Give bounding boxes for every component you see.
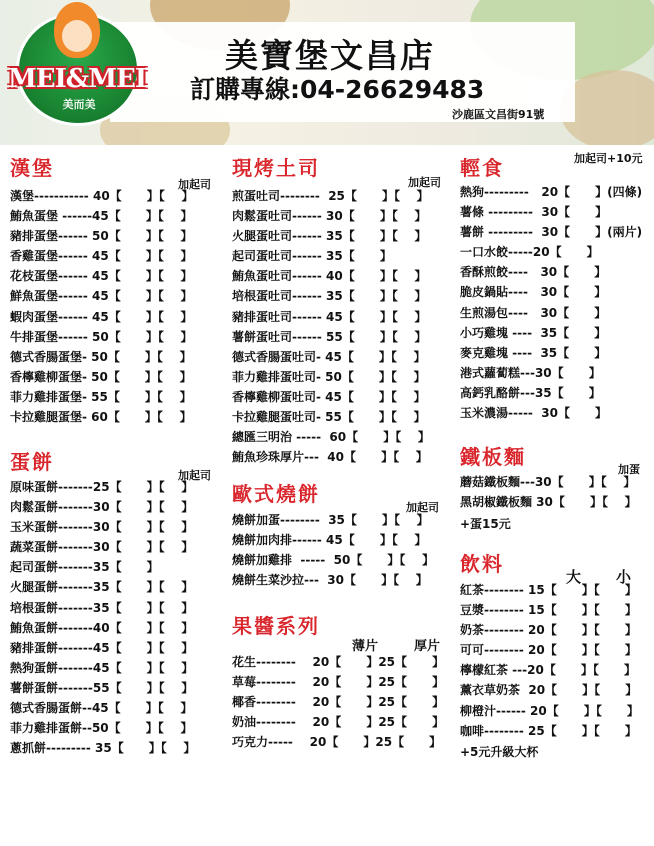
menu-item: 培根蛋吐司------ 35【 】【 】: [232, 289, 427, 304]
menu-item: 豆漿-------- 15【 】【 】: [460, 603, 637, 618]
menu-item: 薰衣草奶茶 20【 】【 】: [460, 683, 638, 698]
logo-subtext: 美而美: [62, 98, 96, 111]
menu-item: 總匯三明治 ----- 60【 】【 】: [232, 430, 430, 445]
section-title-euro-biscuit: 歐式燒餅: [232, 482, 320, 506]
menu-item: 卡拉雞腿蛋堡- 60【 】【 】: [10, 410, 192, 425]
euro-addon-label: 加起司: [406, 501, 439, 514]
menu-item: 豬排蛋吐司------ 45【 】【 】: [232, 309, 427, 324]
menu-item: 蔥抓餅--------- 35【 】【 】: [10, 741, 196, 756]
menu-item: 黑胡椒鐵板麵 30【 】【 】: [460, 495, 637, 510]
menu-item: 鮪魚蛋餅-------40【 】【 】: [10, 620, 194, 635]
drinks-large-header: 大: [566, 568, 582, 586]
jam-thin-header: 薄片: [352, 639, 379, 654]
toast-list: [232, 186, 430, 467]
menu-item: 菲力雞排蛋餅--50【 】【 】: [10, 721, 193, 736]
jam-list: [232, 652, 444, 752]
menu-item: 熱狗--------- 20【 】(四條): [460, 185, 643, 199]
noodle-addon-label: 加蛋: [618, 463, 640, 476]
brand-logo: [2, 2, 152, 122]
egg-pancake-addon-label: 加起司: [178, 469, 211, 482]
menu-item: 德式香腸蛋堡- 50【 】【 】: [10, 349, 192, 364]
menu-item: 奶茶-------- 20【 】【 】: [460, 623, 637, 638]
menu-item: 蝦肉蛋堡------ 45【 】【 】: [10, 309, 193, 324]
menu-item: 德式香腸蛋餅--45【 】【 】: [10, 701, 193, 716]
menu-item: 花生-------- 20【 】25【 】: [232, 655, 445, 669]
burger-addon-label: 加起司: [178, 178, 211, 191]
menu-item: 香檸雞柳蛋堡- 50【 】【 】: [10, 369, 192, 384]
order-phone: 訂購專線:04-26629483: [190, 75, 485, 104]
menu-item: 薯餅蛋吐司------ 55【 】【 】: [232, 329, 427, 344]
menu-item: 鮮魚蛋堡------ 45【 】【 】: [10, 289, 193, 304]
snack-list: [460, 182, 642, 423]
menu-item: 脆皮鍋貼---- 30【 】: [460, 285, 607, 300]
menu-item: 玉米蛋餅-------30【 】【 】: [10, 520, 194, 535]
menu-item: 香雞蛋堡------ 45【 】【 】: [10, 249, 193, 264]
menu-item: 香檸雞柳蛋吐司- 45【 】【 】: [232, 389, 426, 404]
menu-item: 燒餅加蛋-------- 35【 】【 】: [232, 513, 429, 527]
menu-item: 豬排蛋餅-------45【 】【 】: [10, 640, 194, 655]
menu-item: 起司蛋吐司------ 35【 】: [232, 249, 392, 264]
drinks-list: [460, 580, 639, 741]
drinks-small-header: 小: [616, 568, 632, 586]
menu-item: 卡拉雞腿蛋吐司- 55【 】【 】: [232, 410, 426, 425]
menu-item: 起司蛋餅-------35【 】: [10, 560, 159, 575]
jam-thick-header: 厚片: [414, 639, 441, 654]
store-name: 美寶堡文昌店: [225, 36, 435, 75]
menu-item: 檸檬紅茶 ---20【 】【 】: [460, 663, 636, 678]
menu-item: 可可-------- 20【 】【 】: [460, 643, 637, 658]
menu-item: 一口水餃-----20【 】: [460, 245, 599, 260]
menu-item: 豬排蛋堡------ 50【 】【 】: [10, 229, 193, 244]
menu-item: 菲力雞排蛋堡- 55【 】【 】: [10, 389, 192, 404]
menu-item: 生煎湯包---- 30【 】: [460, 305, 607, 320]
menu-item: 煎蛋吐司-------- 25【 】【 】: [232, 189, 429, 203]
menu-item: 花枝蛋堡------ 45【 】【 】: [10, 269, 193, 284]
section-title-iron-noodle: 鐵板麵: [460, 445, 526, 469]
menu-item: 菲力雞排蛋吐司- 50【 】【 】: [232, 369, 426, 384]
section-title-drinks: 飲料: [460, 552, 504, 576]
section-title-toast: 現烤土司: [232, 156, 320, 180]
menu-item: 薯餅 --------- 30【 】(兩片): [460, 225, 643, 240]
menu-item: 柳橙汁------ 20【 】【 】: [460, 703, 639, 718]
menu-item: 鮪魚珍珠厚片--- 40【 】【 】: [232, 450, 428, 465]
menu-item: 培根蛋餅-------35【 】【 】: [10, 600, 194, 615]
menu-item: 薯條 --------- 30【 】: [460, 205, 608, 220]
header-banner: [0, 0, 654, 145]
menu-item: 漢堡----------- 40【 】【 】: [10, 189, 194, 203]
menu-item: 燒餅加肉排------ 45【 】【 】: [232, 533, 427, 548]
section-title-egg-pancake: 蛋餅: [10, 450, 54, 474]
menu-item: 火腿蛋餅-------35【 】【 】: [10, 580, 194, 595]
menu-item: 肉鬆蛋吐司------ 30【 】【 】: [232, 209, 427, 224]
section-title-burger: 漢堡: [10, 156, 54, 180]
toast-addon-label: 加起司: [408, 176, 441, 189]
menu-item: 蔬菜蛋餅-------30【 】【 】: [10, 540, 194, 555]
menu-item: 巧克力----- 20【 】25【 】: [232, 735, 442, 750]
menu-item: 蘑菇鐵板麵---30【 】【 】: [460, 475, 636, 489]
menu-item: 原味蛋餅-------25【 】【 】: [10, 480, 194, 494]
menu-item: 熱狗蛋餅-------45【 】【 】: [10, 660, 194, 675]
menu-item: 鮪魚蛋吐司------ 40【 】【 】: [232, 269, 427, 284]
egg-pancake-list: [10, 477, 195, 758]
euro-list: [232, 510, 434, 590]
section-title-snack: 輕食: [460, 156, 504, 180]
menu-item: 德式香腸蛋吐司- 45【 】【 】: [232, 349, 426, 364]
menu-item: 香酥煎餃---- 30【 】: [460, 265, 607, 280]
menu-item: 燒餅生菜沙拉--- 30【 】【 】: [232, 573, 428, 588]
menu-item: 港式蘿蔔糕---30【 】: [460, 365, 601, 380]
burger-list: [10, 186, 193, 427]
noodle-note: +蛋15元: [460, 517, 511, 531]
menu-item: 咖啡-------- 25【 】【 】: [460, 723, 637, 738]
menu-item: 燒餅加雞排 ----- 50【 】【 】: [232, 553, 435, 568]
menu-item: 草莓-------- 20【 】25【 】: [232, 675, 445, 690]
section-title-jam: 果醬系列: [232, 614, 320, 638]
store-address: 沙鹿區文昌街91號: [452, 108, 545, 121]
menu-item: 火腿蛋吐司------ 35【 】【 】: [232, 229, 427, 244]
menu-item: 小巧雞塊 ---- 35【 】: [460, 325, 607, 340]
menu-item: 鮪魚蛋堡 ------45【 】【 】: [10, 209, 193, 224]
snack-addon-note: 加起司+10元: [574, 152, 643, 165]
menu-item: 薯餅蛋餅-------55【 】【 】: [10, 680, 194, 695]
logo-text: MEI&MEI: [8, 64, 146, 94]
menu-item: 椰香-------- 20【 】25【 】: [232, 695, 445, 710]
menu-item: 高鈣乳酪餅---35【 】: [460, 385, 601, 400]
menu-item: 麥克雞塊 ---- 35【 】: [460, 345, 607, 360]
menu-item: 牛排蛋堡------ 50【 】【 】: [10, 329, 193, 344]
drinks-note: +5元升級大杯: [460, 745, 539, 759]
noodle-list: [460, 472, 637, 512]
menu-item: 紅茶-------- 15【 】【 】: [460, 583, 637, 597]
menu-item: 奶油-------- 20【 】25【 】: [232, 715, 445, 730]
menu-item: 肉鬆蛋餅-------30【 】【 】: [10, 500, 194, 515]
menu-item: 玉米濃湯----- 30【 】: [460, 406, 608, 421]
